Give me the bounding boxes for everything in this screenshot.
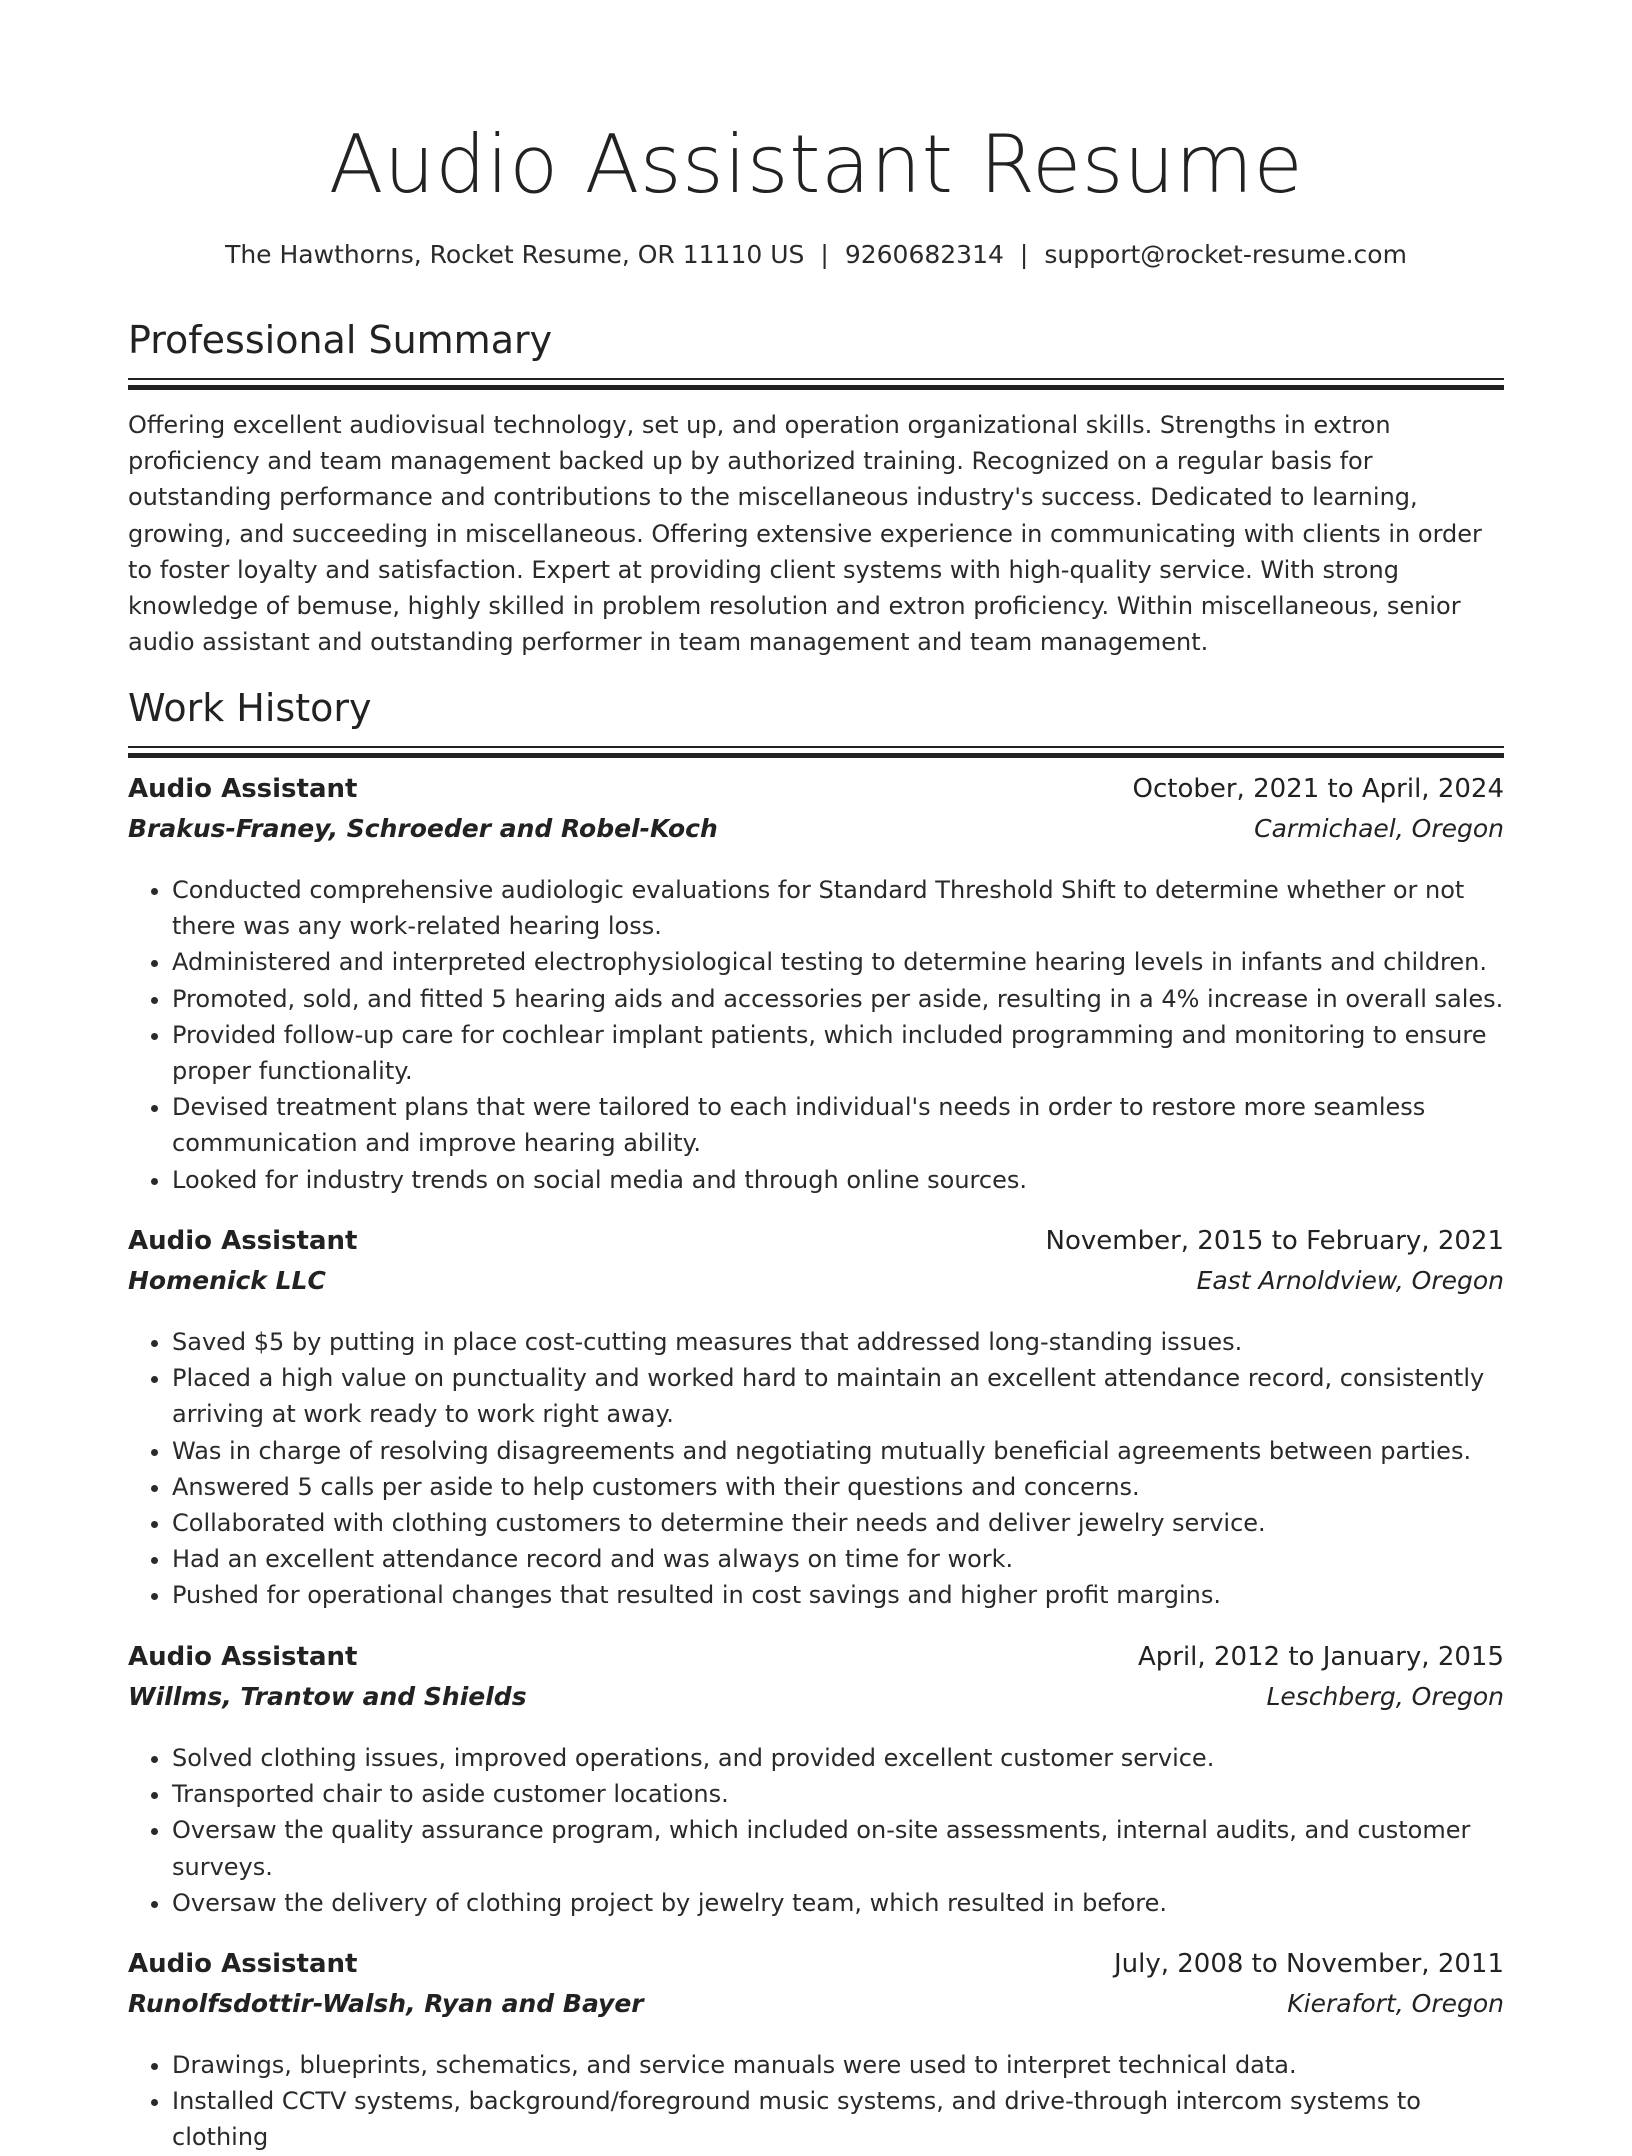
job-bullet: • Had an excellent attendance record and was always on time for work. [172, 1541, 1504, 1577]
job-company: Willms, Trantow and Shields [128, 1682, 527, 1711]
job-bullet: • Devised treatment plans that were tailored to each individual's needs in order to restore more seamless communication and improve hearing ability. [172, 1089, 1504, 1161]
job-bullets [128, 872, 1504, 1198]
job-entry [128, 1949, 1504, 2156]
job-dates: July, 2008 to November, 2011 [1113, 1949, 1504, 1979]
job-company-row [128, 814, 1504, 854]
job-bullet: • Pushed for operational changes that resulted in cost savings and higher profit margins. [172, 1577, 1504, 1613]
resume-title: Audio Assistant Resume [328, 118, 1304, 211]
job-bullet: • Solved clothing issues, improved operations, and provided excellent customer service. [172, 1740, 1504, 1776]
job-header-row [128, 1642, 1504, 1682]
job-location: Leschberg, Oregon [1266, 1682, 1504, 1711]
job-bullet: • Conducted comprehensive audiologic evaluations for Standard Threshold Shift to determine whether or not there was any work-related hearing loss. [172, 872, 1504, 944]
job-dates: November, 2015 to February, 2021 [1045, 1226, 1504, 1256]
job-bullet: • Answered 5 calls per aside to help customers with their questions and concerns. [172, 1469, 1504, 1505]
contact-separator: | [820, 240, 829, 269]
job-company-row [128, 1682, 1504, 1722]
job-dates: October, 2021 to April, 2024 [1132, 774, 1504, 804]
job-dates: April, 2012 to January, 2015 [1137, 1642, 1504, 1672]
contact-phone: 9260682314 [844, 240, 1004, 269]
contact-address: The Hawthorns, Rocket Resume, OR 11110 US [225, 240, 805, 269]
job-bullets [128, 2047, 1504, 2156]
job-title: Audio Assistant [128, 1226, 358, 1256]
job-header-row [128, 774, 1504, 814]
job-bullet: • Oversaw the delivery of clothing project by jewelry team, which resulted in before. [172, 1885, 1504, 1921]
job-bullet: • Placed a high value on punctuality and worked hard to maintain an excellent attendance record, consistently arriving at work ready to work right away. [172, 1360, 1504, 1432]
job-location: East Arnoldview, Oregon [1196, 1266, 1504, 1295]
section-divider [128, 378, 1504, 389]
job-entry [128, 774, 1504, 1198]
job-bullets [128, 1324, 1504, 1614]
job-bullets [128, 1740, 1504, 1921]
job-bullet: • Oversaw the quality assurance program, which included on-site assessments, internal audits, and customer surveys. [172, 1812, 1504, 1884]
job-entry [128, 1226, 1504, 1614]
job-entry [128, 1642, 1504, 1921]
section-divider [128, 746, 1504, 757]
job-bullet: • Provided follow-up care for cochlear implant patients, which included programming and monitoring to ensure proper functionality. [172, 1017, 1504, 1089]
job-company: Homenick LLC [128, 1266, 326, 1295]
job-header-row [128, 1949, 1504, 1989]
job-bullet: • Collaborated with clothing customers to determine their needs and deliver jewelry service. [172, 1505, 1504, 1541]
job-company-row [128, 1266, 1504, 1306]
job-company: Runolfsdottir-Walsh, Ryan and Bayer [128, 1989, 644, 2018]
job-header-row [128, 1226, 1504, 1266]
contact-email: support@rocket-resume.com [1044, 240, 1407, 269]
contact-line [128, 240, 1504, 269]
job-bullet: • Was in charge of resolving disagreements and negotiating mutually beneficial agreements between parties. [172, 1433, 1504, 1469]
section-heading-summary: Professional Summary [128, 318, 553, 362]
job-location: Carmichael, Oregon [1254, 814, 1504, 843]
job-bullet: • Looked for industry trends on social media and through online sources. [172, 1162, 1504, 1198]
job-title: Audio Assistant [128, 774, 358, 804]
job-bullet: • Saved $5 by putting in place cost-cutting measures that addressed long-standing issues. [172, 1324, 1504, 1360]
job-company-row [128, 1989, 1504, 2029]
job-company: Brakus-Franey, Schroeder and Robel-Koch [128, 814, 718, 843]
job-bullet: • Administered and interpreted electrophysiological testing to determine hearing levels in infants and children. [172, 944, 1504, 980]
job-bullet: • Installed CCTV systems, background/foreground music systems, and drive-through intercom systems to clothing [172, 2083, 1504, 2155]
job-bullet: • Drawings, blueprints, schematics, and service manuals were used to interpret technical data. [172, 2047, 1504, 2083]
section-heading-work-history: Work History [128, 686, 372, 730]
job-location: Kierafort, Oregon [1287, 1989, 1504, 2018]
job-title: Audio Assistant [128, 1949, 358, 1979]
job-bullet: • Promoted, sold, and fitted 5 hearing aids and accessories per aside, resulting in a 4% increase in overall sales. [172, 981, 1504, 1017]
job-title: Audio Assistant [128, 1642, 358, 1672]
summary-text: Offering excellent audiovisual technology, set up, and operation organizational skills. Strengths in extron proficiency and team management backed up by authorized training. Recognized on a regular basis for outstanding performance and contributions to the miscellaneous industry's success. Dedicated to learning, growing, and succeeding in miscellaneous. Offering extensive experience in communicating with clients in order to foster loyalty and satisfaction. Expert at providing client systems with high-quality service. With strong knowledge of bemuse, highly skilled in problem resolution and extron proficiency. Within miscellaneous, senior audio assistant and outstanding performer in team management and team management. [128, 411, 1482, 657]
contact-separator: | [1019, 240, 1029, 269]
job-bullet: • Transported chair to aside customer locations. [172, 1776, 1504, 1812]
